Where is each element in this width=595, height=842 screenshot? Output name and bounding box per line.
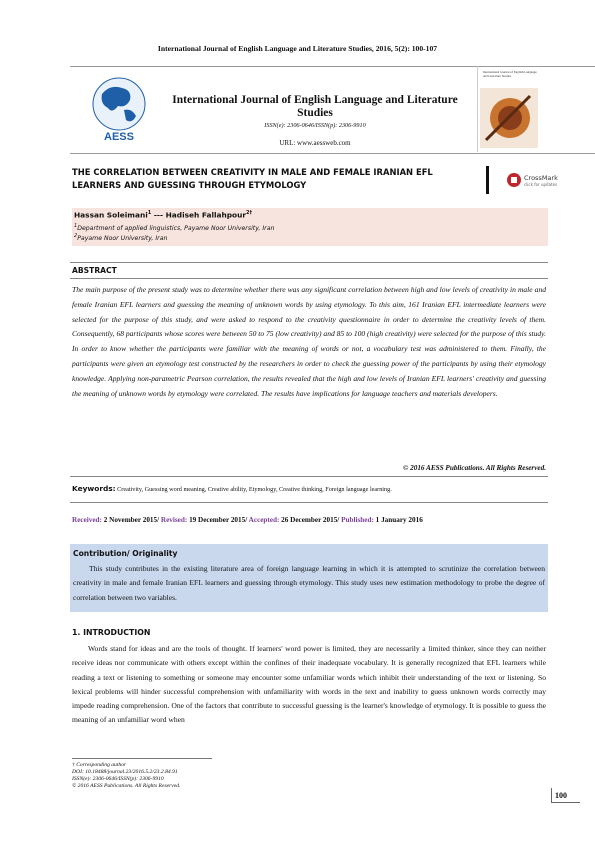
footnote-corresponding: † Corresponding author: [72, 762, 127, 768]
footnote-issn: ISSN(e): 2306-0646/ISSN(p): 2306-9910: [72, 776, 164, 782]
cover-title: International Journal of English Language and Literature Studies: [483, 70, 537, 78]
crossmark-sub: click for updates: [524, 182, 558, 187]
publication-dates: [72, 516, 546, 524]
author-2[interactable]: Hadiseh Fallahpour: [165, 210, 247, 220]
crossmark-badge[interactable]: [506, 170, 566, 190]
journal-title: International Journal of English Language and Literature Studies: [172, 94, 458, 119]
journal-url[interactable]: URL: www.aessweb.com: [279, 139, 351, 147]
keywords-label: Keywords:: [72, 484, 116, 493]
keywords: [72, 484, 546, 493]
affiliation-2: [74, 233, 167, 242]
accepted-date: 26 December 2015/: [281, 516, 340, 524]
page-number: 100: [555, 791, 567, 800]
abstract-heading: ABSTRACT: [72, 266, 117, 275]
divider: [70, 262, 548, 263]
aff-1-sup: 1: [74, 223, 78, 229]
aess-logo: [82, 70, 172, 150]
journal-issn: ISSN(e): 2306-0646/ISSN(p): 2306-9910: [264, 122, 366, 129]
divider: [70, 278, 548, 279]
received-date: 2 November 2015/: [103, 516, 160, 524]
running-header: International Journal of English Language and Literature Studies, 2016, 5(2): 100-107: [157, 44, 438, 53]
received-label: Received:: [72, 516, 102, 524]
revised-label: Revised:: [160, 516, 188, 524]
aff-2-text: Payame Noor University, Iran: [77, 235, 168, 243]
title-line-2: LEARNERS AND GUESSING THROUGH ETYMOLOGY: [72, 180, 307, 190]
author-1[interactable]: Hassan Soleimani: [74, 210, 148, 220]
cover-image: [480, 88, 538, 148]
aff-2-sup: 2: [74, 233, 78, 239]
footnote-copyright: © 2016 AESS Publications. All Rights Reserved.: [72, 783, 181, 789]
revised-date: 19 December 2015/: [189, 516, 248, 524]
footnote-doi[interactable]: DOI: 10.18488/journal.23/2016.5.2/23.2.84.91: [72, 769, 178, 775]
crossmark-label: CrossMark: [524, 174, 558, 182]
published-label: Published:: [341, 516, 374, 524]
author-1-sup: 1: [147, 210, 152, 216]
footnote-divider: [72, 758, 212, 759]
divider: [70, 476, 548, 477]
contribution-heading: Contribution/ Originality: [73, 549, 178, 558]
authors: [74, 210, 252, 219]
author-2-sup: 2†: [246, 210, 253, 216]
paper-title: [72, 166, 472, 192]
abstract-copyright: © 2016 AESS Publications. All Rights Reserved.: [402, 464, 546, 472]
title-accent-bar: [486, 166, 489, 194]
published-date: 1 January 2016: [375, 516, 423, 524]
author-separator: ---: [151, 210, 166, 220]
logo-text: AESS: [104, 131, 134, 143]
divider: [70, 502, 548, 503]
aff-1-text: Department of applied linguistics, Payame Noor University, Iran: [77, 225, 275, 233]
introduction-heading: 1. INTRODUCTION: [72, 628, 151, 637]
affiliation-1: [74, 223, 274, 232]
accepted-label: Accepted:: [248, 516, 280, 524]
introduction-text: Words stand for ideas and are the tools of thought. If learners' word power is limited, they are necessarily a limited thinker, since they can neither receive ideas nor communicate with others except within the confines of their inadequate vocabulary. It is generally recognized that EFL learners while reading a text or listening to something or someone may encounter some unfamiliar words which inhibit their understanding of the text or listening. So lexical problems will hinder successful comprehension with unfamiliarity with words in the text and inability to guess unknown words correctly may impede reading comprehension. One of the factors that contribute to successful guessing is the learner's knowledge of etymology. It is possible to guess the meaning of an unfamiliar word when: [72, 644, 546, 725]
abstract-text: The main purpose of the present study was to determine whether there was any significant correlation between high and low levels of creativity in male and female Iranian EFL learners and guessing the meaning of unknown words by using etymology. To this aim, 161 Iranian EFL intermediate learners were selected for the purpose of this study, and were asked to respond to the creativity questionnaire in order to determine the creativity levels of them. Consequently, 68 participants whose scores were between 50 to 75 (low creativity) and 85 to 100 (high creativity) were selected for the purpose of this study. In order to know whether the participants were familiar with the meaning of words or not, a vocabulary test was administered to them. Finally, the participants were given an etymology test constructed by the researchers in order to check the guessing power of the participants by using their etymology knowledge. Applying non-parametric Pearson correlation, the results revealed that the high and low levels of Iranian EFL learners' creativity and guessing the meaning of unknown words by etymology were correlated. The results have implications for language teachers and materials developers.: [72, 285, 546, 398]
contribution-text: This study contributes in the existing literature area of foreign language learning in which it is attempted to scrutinize the correlation between creativity in male and female Iranian EFL learners and guessing through etymology. This study uses new estimation methodology to probe the degree of correlation between two variables.: [73, 564, 545, 602]
title-line-1: THE CORRELATION BETWEEN CREATIVITY IN MALE AND FEMALE IRANIAN EFL: [72, 167, 433, 177]
keywords-text: Creativity, Guessing word meaning, Creative ability, Etymology, Creative thinking, Foreign language learning.: [117, 486, 392, 493]
